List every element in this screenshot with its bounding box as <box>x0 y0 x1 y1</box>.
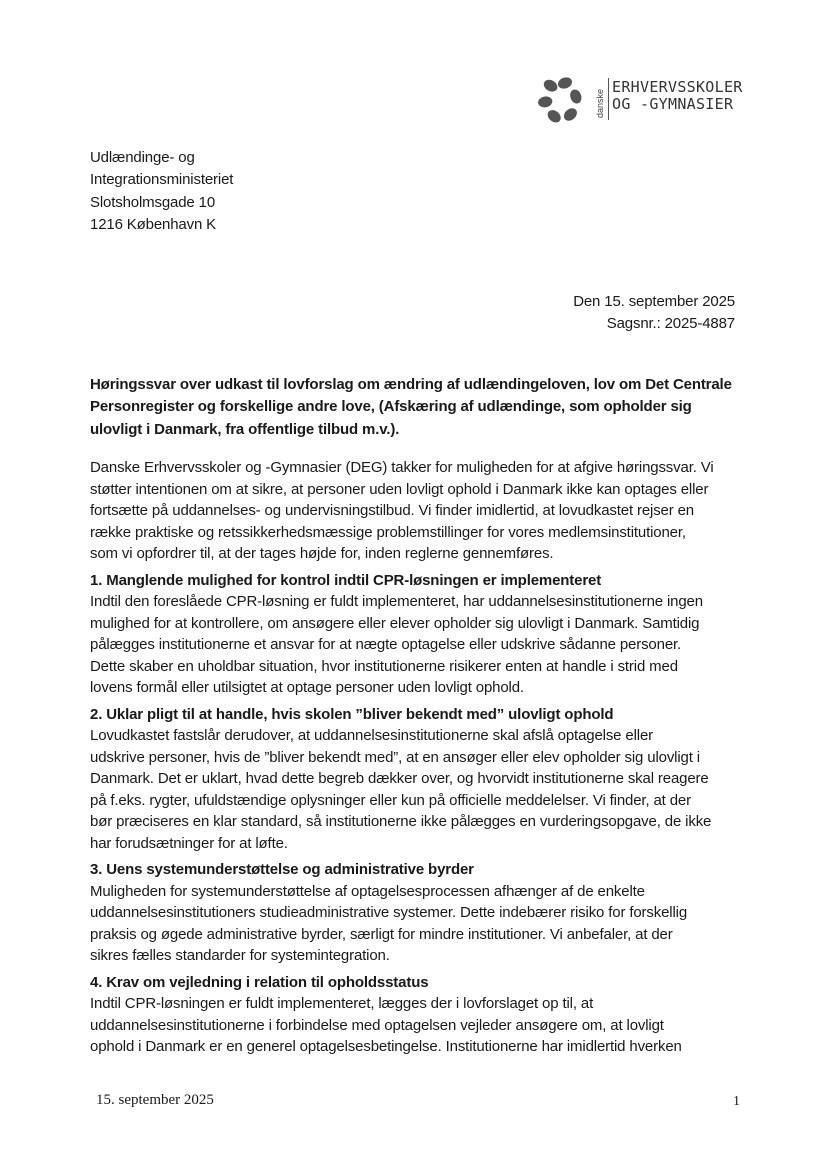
section-heading: 2. Uklar pligt til at handle, hvis skolen ”bliver bekendt med” ulovligt ophold <box>90 705 614 723</box>
case-number: Sagsnr.: 2025-4887 <box>606 315 735 333</box>
letter-meta <box>573 291 735 336</box>
section-2: 2. Uklar pligt til at handle, hvis skolen ”bliver bekendt med” ulovligt ophold Lovudkastet fastslår derudover, at uddannelsesinstitutionerne skal afslå optagelse eller udskrive personer, hvis de ”bliver bekendt med”, at en ansøger eller elev opholder sig ulovligt i Danmark. Det er uklart, hvad dette begreb dækker over, og hvorvidt institutionerne skal reagere på f.eks. rygter, ufuldstændige oplysninger eller kun på officielle meddelelser. Vi finder, at der bør præciseres en klar standard, så institutionerne ikke pålægges en vurderingsopgave, de ikke har forudsætninger for at løfte. <box>90 704 714 855</box>
intro-paragraph: Danske Erhvervsskoler og -Gymnasier (DEG) takker for muligheden for at afgive høringssvar. Vi støtter intentionen om at sikre, at personer uden lovligt ophold i Danmark ikke kan optages eller fortsætte på uddannelses- og undervisningstilbud. Vi finder imidlertid, at lovudkastet rejser en række praktiske og retssikkerhedsmæssige problemstillinger for vores medlemsinstitutioner, som vi opfordrer til, at der tages højde for, inden reglerne gennemføres. <box>90 459 714 562</box>
letter-date: Den 15. september 2025 <box>573 293 735 310</box>
letter-body <box>90 457 714 1058</box>
section-heading: 3. Uens systemunderstøttelse og administrative byrder <box>90 861 474 878</box>
logo-star-icon <box>538 72 592 130</box>
logo-divider <box>608 78 609 120</box>
section-3: 3. Uens systemunderstøttelse og administrative byrder Muligheden for systemunderstøttelse af optagelsesprocessen afhænger af de enkelte uddannelsesinstitutioners studieadministrative systemer. Dette indebærer risiko for forskellig praksis og øgede administrative byrder, særligt for mindre institutioner. Vi anbefaler, at der sikres fælles standarder for systemintegration. <box>90 859 714 967</box>
logo-line2: OG -GYMNASIER <box>612 95 734 113</box>
section-1: 1. Manglende mulighed for kontrol indtil CPR-løsningen er implementeret Indtil den foreslåede CPR-løsning er fuldt implementeret, har uddannelsesinstitutionerne ingen mulighed for at kontrollere, om ansøgere eller elever opholder sig ulovligt i Danmark. Samtidig pålægges institutionerne et ansvar for at nægte optagelse eller udskrive sådanne personer. Dette skaber en uholdbar situation, hvor institutionerne risikerer enten at handle i strid med lovens formål eller utilsigtet at optage personer uden lovligt ophold. <box>90 570 714 699</box>
recipient-address: Udlændinge- og Integrationsministeriet Slotsholmsgade 10 1216 København K <box>90 149 234 233</box>
logo <box>538 72 748 130</box>
page-number: 1 <box>733 1094 740 1109</box>
section-4: 4. Krav om vejledning i relation til opholdsstatus Indtil CPR-løsningen er fuldt implementeret, lægges der i lovforslaget op til, at uddannelsesinstitutionerne i forbindelse med optagelsen vejleder ansøgere om, at lovligt ophold i Danmark er en generel optagelsesbetingelse. Institutionerne har imidlertid hverken <box>90 972 714 1058</box>
footer-date: 15. september 2025 <box>96 1092 214 1108</box>
letter-title: Høringssvar over udkast til lovforslag om ændring af udlændingeloven, lov om Det Centrale Personregister og forskellige andre love, (Afskæring af udlændinge, som opholder sig ulovligt i Danmark, fra offentlige tilbud m.v.). <box>90 376 732 438</box>
logo-line1: ERHVERVSSKOLER <box>612 78 743 96</box>
logo-danske: danske <box>595 88 605 118</box>
section-heading: 4. Krav om vejledning i relation til opholdsstatus <box>90 973 429 991</box>
section-heading: 1. Manglende mulighed for kontrol indtil CPR-løsningen er implementeret <box>90 571 602 589</box>
